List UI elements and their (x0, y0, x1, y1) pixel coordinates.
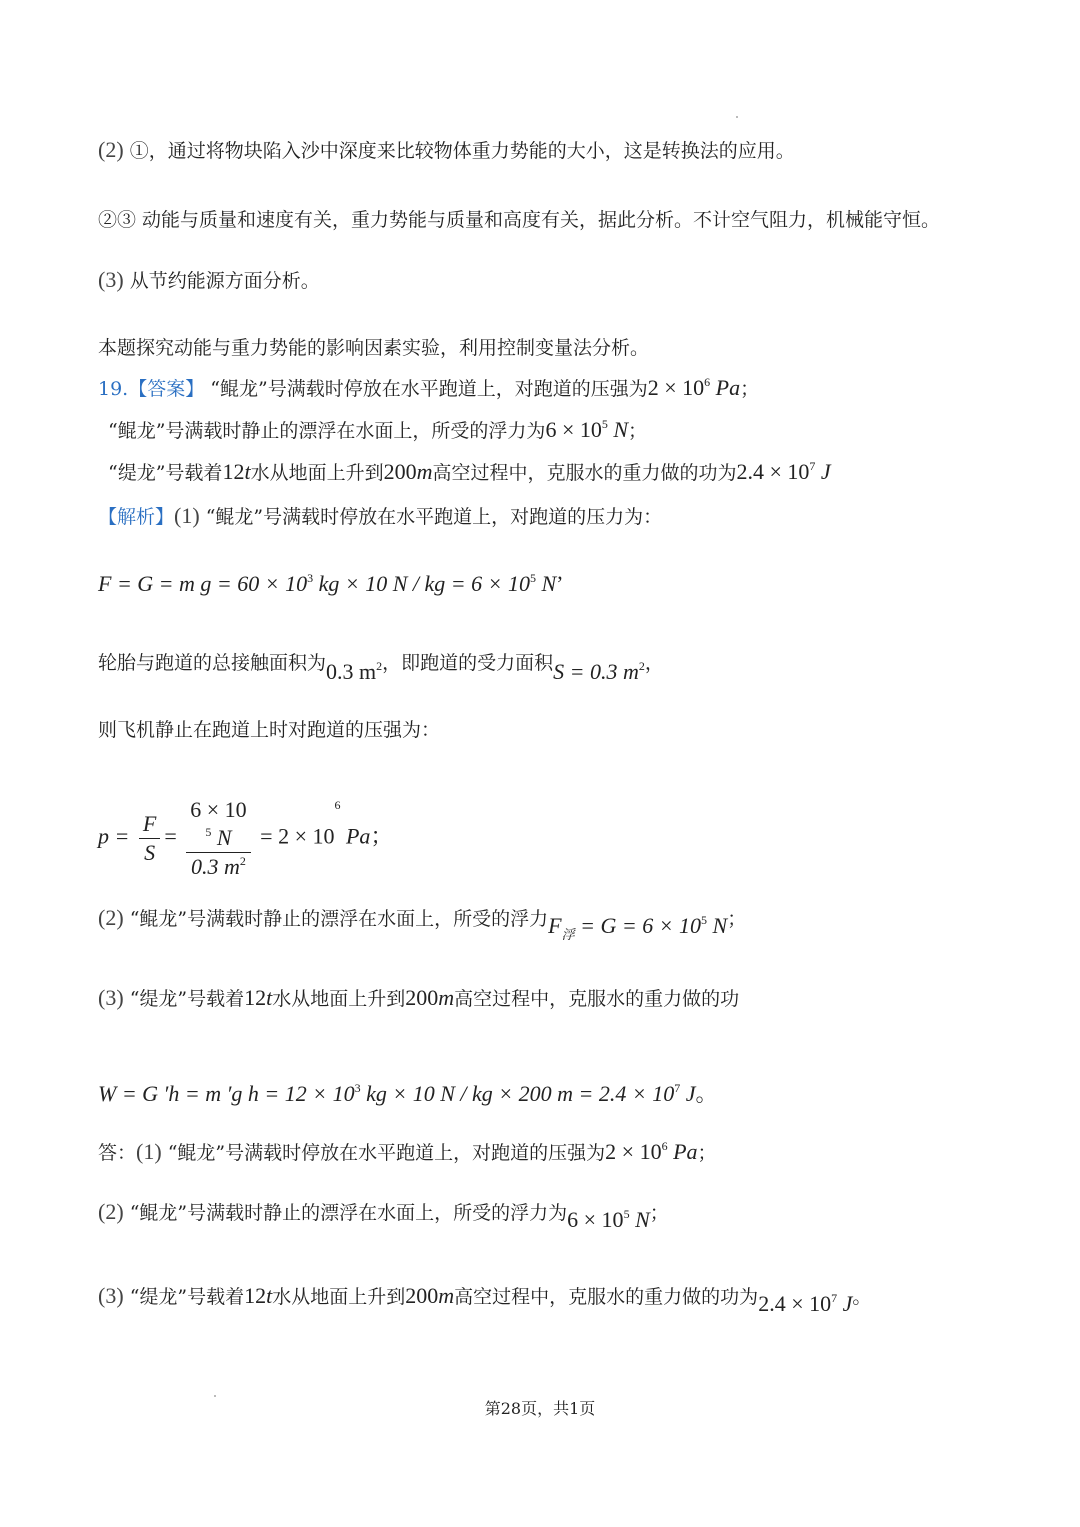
answer-prefix: 答： (98, 1142, 137, 1164)
paragraph-text: “缇龙”号载着 (129, 1286, 245, 1308)
paragraph-line (98, 206, 940, 234)
summary-line (98, 334, 649, 362)
part-number: (2) (98, 137, 124, 162)
paragraph-text: 高空过程中，克服水的重力做的功为 (432, 462, 737, 484)
punctuation: ； (740, 378, 760, 400)
math-value: 12t (244, 1283, 273, 1308)
paragraph-text: 高空过程中，克服水的重力做的功为 (454, 1286, 759, 1308)
area-line (98, 648, 664, 684)
paragraph-text: ②③ 动能与质量和速度有关，重力势能与质量和高度有关，据此分析。不计空气阻力，机械能守恒。 (98, 209, 941, 231)
punctuation: ； (628, 420, 648, 442)
math-value: 12t (222, 459, 251, 484)
paragraph-text: “鲲龙”号满载时静止的漂浮在水面上，所受的浮力 (129, 908, 549, 930)
scan-speck (214, 1395, 216, 1397)
analysis-line-1 (98, 502, 662, 531)
scan-speck (736, 116, 738, 118)
math-value: 200m (383, 459, 433, 484)
part-number: (3) (98, 1283, 124, 1308)
math-value: $6 \times 10^5$ N (567, 1207, 650, 1232)
paragraph-text: “缇龙”号载着 (129, 988, 245, 1010)
paragraph-text: 高空过程中，克服水的重力做的功 (454, 988, 740, 1010)
punctuation: 。 (852, 1286, 872, 1308)
part-number: (2) (98, 1199, 124, 1224)
page-footer: 第28页，共1页 (484, 1399, 596, 1418)
q19-answer-line-3 (108, 458, 831, 487)
math-value: S = 0.3 $m^2$ (553, 659, 645, 684)
math-value: 0.3 $m^2$ (326, 659, 383, 684)
math-value: $2.4 \times 10^7$ J (736, 459, 831, 484)
final-answer-line-2 (98, 1198, 669, 1232)
part-number: (3) (98, 985, 124, 1010)
paragraph-text: “鲲龙”号满载时停放在水平跑道上，对跑道的压力为： (205, 506, 663, 528)
paragraph-text: ，即跑道的受力面积 (382, 652, 554, 674)
punctuation: ， (644, 652, 664, 674)
math-value: 200m (405, 985, 455, 1010)
equation-pressure: p = $\frac{F}{S}$ = 6 × 10 $^5$ N 0.3 $m^2$ = $2 \times 10^6$ Pa； (98, 797, 393, 879)
analysis-part-3 (98, 984, 739, 1013)
math-value: $2 \times 10^6$ Pa (605, 1139, 698, 1164)
math-value: $6 \times 10^5$ N (545, 417, 629, 442)
punctuation: ； (727, 908, 747, 930)
part-number: (3) (98, 267, 124, 292)
equation-force: F = G = m $g = 60 \times 10^3$ kg × 10 N / kg = $6 \times 10^5$ N’ (98, 571, 564, 596)
fraction-values: 6 × 10 $^5$ N 0.3 $m^2$ (186, 796, 250, 881)
paragraph-text: 水从地面上升到 (272, 988, 406, 1010)
equation-work: W = G ′h = m ′g $h = 12 \times 10^3$ kg × 10 N / kg × 200 $m = 2.4 \times 10^7$ J。 (98, 1081, 718, 1106)
part-3-line (98, 266, 320, 295)
question-number: 19. (98, 378, 129, 400)
math-value: $2.4 \times 10^7$ J (758, 1291, 853, 1316)
q19-answer-line-2 (108, 416, 647, 445)
q19-answer-line-1 (98, 374, 759, 403)
paragraph-text: 则飞机静止在跑道上时对跑道的压强为： (98, 719, 441, 741)
answer-tag: 【答案】 (128, 378, 205, 400)
analysis-part-2 (98, 904, 747, 942)
paragraph-text: “鲲龙”号满载时停放在水平跑道上，对跑道的压强为 (167, 1142, 606, 1164)
final-answer-line-1 (98, 1138, 717, 1167)
math-value: $2 \times 10^6$ Pa (647, 375, 741, 400)
math-value: $F_浮 = G = 6 \times 10^5$ N (548, 913, 728, 942)
part-2-line (98, 136, 795, 165)
paragraph-text: 从节约能源方面分析。 (129, 270, 320, 292)
analysis-tag: 【解析】 (98, 506, 175, 528)
math-value: 200m (405, 1283, 455, 1308)
punctuation: ； (697, 1142, 717, 1164)
part-number: (1) (174, 503, 200, 528)
part-number: (2) (98, 905, 124, 930)
math-value: 12t (244, 985, 273, 1010)
punctuation: ； (649, 1202, 669, 1224)
part-number: (1) (136, 1139, 162, 1164)
pressure-intro (98, 716, 440, 744)
paragraph-text: 本题探究动能与重力势能的影响因素实验，利用控制变量法分析。 (98, 337, 650, 359)
paragraph-text: “鲲龙”号满载时静止的漂浮在水面上，所受的浮力为 (108, 420, 546, 442)
paragraph-text: 轮胎与跑道的总接触面积为 (98, 652, 327, 674)
paragraph-text: “缇龙”号载着 (108, 462, 223, 484)
paragraph-text: “鲲龙”号满载时停放在水平跑道上，对跑道的压强为 (210, 378, 648, 400)
paragraph-text: 水从地面上升到 (250, 462, 384, 484)
paragraph-text: “鲲龙”号满载时静止的漂浮在水面上，所受的浮力为 (129, 1202, 568, 1224)
paragraph-text: ①，通过将物块陷入沙中深度来比较物体重力势能的大小，这是转换法的应用。 (129, 140, 795, 162)
fraction-f-over-s: $\frac{F}{S}$ (139, 810, 160, 867)
final-answer-line-3 (98, 1282, 872, 1316)
paragraph-text: 水从地面上升到 (272, 1286, 406, 1308)
